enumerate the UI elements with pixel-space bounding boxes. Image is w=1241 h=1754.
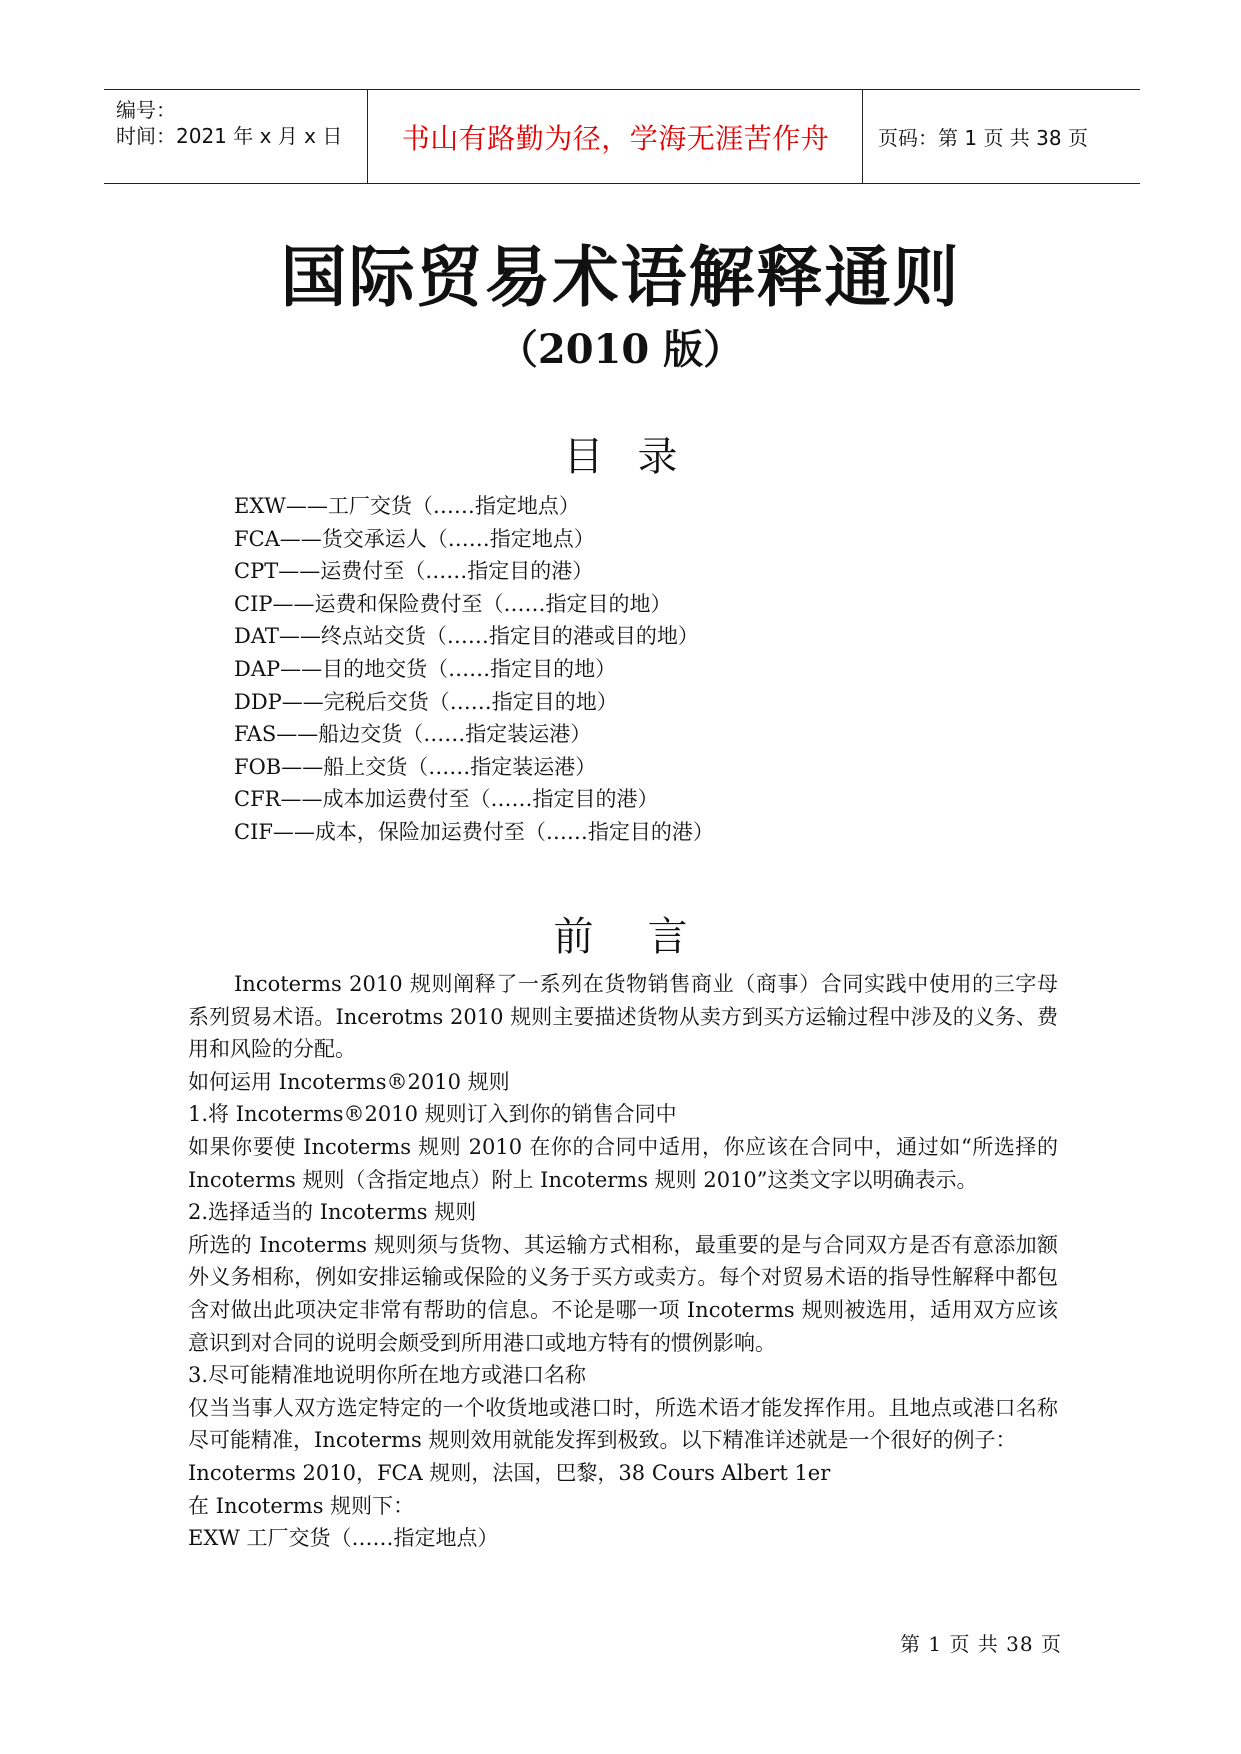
table-of-contents bbox=[234, 490, 714, 849]
toc-item: CIP——运费和保险费付至（……指定目的地） bbox=[234, 591, 672, 616]
toc-item: CIF——成本，保险加运费付至（……指定目的港） bbox=[234, 819, 714, 844]
preface-heading: 前言 bbox=[553, 914, 742, 960]
header-motto-cell bbox=[369, 90, 863, 183]
header-page-cell bbox=[864, 90, 1140, 183]
page-code: 页码：第 1 页 共 38 页 bbox=[878, 126, 1088, 150]
preface-paragraph: Incoterms 2010 规则阐释了一系列在货物销售商业（商事）合同实践中使用的三字母系列贸易术语。Incerotms 2010 规则主要描述货物从卖方到买方运输过程中涉及的义务、费用和风险的分配。 bbox=[188, 972, 1058, 1062]
preface-paragraph: 如果你要使 Incoterms 规则 2010 在你的合同中适用，你应该在合同中，通过如“所选择的 Incoterms 规则（含指定地点）附上 Incoterms 规则 2010”这类文字以明确表示。 bbox=[188, 1134, 1058, 1192]
document-title: 国际贸易术语解释通则 bbox=[280, 239, 961, 316]
header-meta-cell bbox=[104, 90, 368, 183]
page-footer: 第 1 页 共 38 页 bbox=[900, 1632, 1062, 1656]
toc-item: FAS——船边交货（……指定装运港） bbox=[234, 722, 592, 747]
preface-paragraph: 所选的 Incoterms 规则须与货物、其运输方式相称，最重要的是与合同双方是否有意添加额外义务相称，例如安排运输或保险的义务于买方或卖方。每个对贸易术语的指导性解释中都包含对做出此项决定非常有帮助的信息。不论是哪一项 Incoterms 规则被选用，适用双方应该意识到对合同的说明会颇受到所用港口或地方特有的惯例影响。 bbox=[188, 1232, 1058, 1355]
document-header bbox=[104, 89, 1140, 184]
motto-text: 书山有路勤为径，学海无涯苦作舟 bbox=[401, 121, 830, 155]
preface-body bbox=[188, 968, 1058, 1555]
preface-paragraph: 1.将 Incoterms®2010 规则订入到你的销售合同中 bbox=[188, 1102, 677, 1127]
toc-item: FOB——船上交货（……指定装运港） bbox=[234, 754, 597, 779]
preface-paragraph: 2.选择适当的 Incoterms 规则 bbox=[188, 1200, 477, 1225]
preface-paragraph: 仅当当事人双方选定特定的一个收货地或港口时，所选术语才能发挥作用。且地点或港口名称尽可能精准，Incoterms 规则效用就能发挥到极致。以下精准详述就是一个很好的例子： bbox=[188, 1395, 1058, 1453]
toc-item: FCA——货交承运人（……指定地点） bbox=[234, 526, 595, 551]
document-subtitle: （2010 版） bbox=[497, 326, 744, 373]
toc-item: DAP——目的地交货（……指定目的地） bbox=[234, 656, 617, 681]
toc-item: CFR——成本加运费付至（……指定目的港） bbox=[234, 787, 659, 812]
toc-item: DAT——终点站交货（……指定目的港或目的地） bbox=[234, 624, 699, 649]
preface-paragraph: EXW 工厂交货（……指定地点） bbox=[188, 1526, 499, 1551]
preface-paragraph: 如何运用 Incoterms®2010 规则 bbox=[188, 1069, 510, 1094]
number-label: 编号： bbox=[116, 98, 176, 122]
preface-paragraph: 3.尽可能精准地说明你所在地方或港口名称 bbox=[188, 1363, 587, 1388]
preface-paragraph: 在 Incoterms 规则下： bbox=[188, 1493, 415, 1518]
toc-item: DDP——完税后交货（……指定目的地） bbox=[234, 689, 618, 714]
toc-heading: 目录 bbox=[563, 434, 712, 480]
toc-item: EXW——工厂交货（……指定地点） bbox=[234, 494, 580, 518]
time-label: 时间：2021 年 x 月 x 日 bbox=[116, 124, 343, 148]
toc-item: CPT——运费付至（……指定目的港） bbox=[234, 559, 594, 584]
preface-paragraph: Incoterms 2010，FCA 规则，法国，巴黎，38 Cours Albert 1er bbox=[188, 1460, 831, 1485]
